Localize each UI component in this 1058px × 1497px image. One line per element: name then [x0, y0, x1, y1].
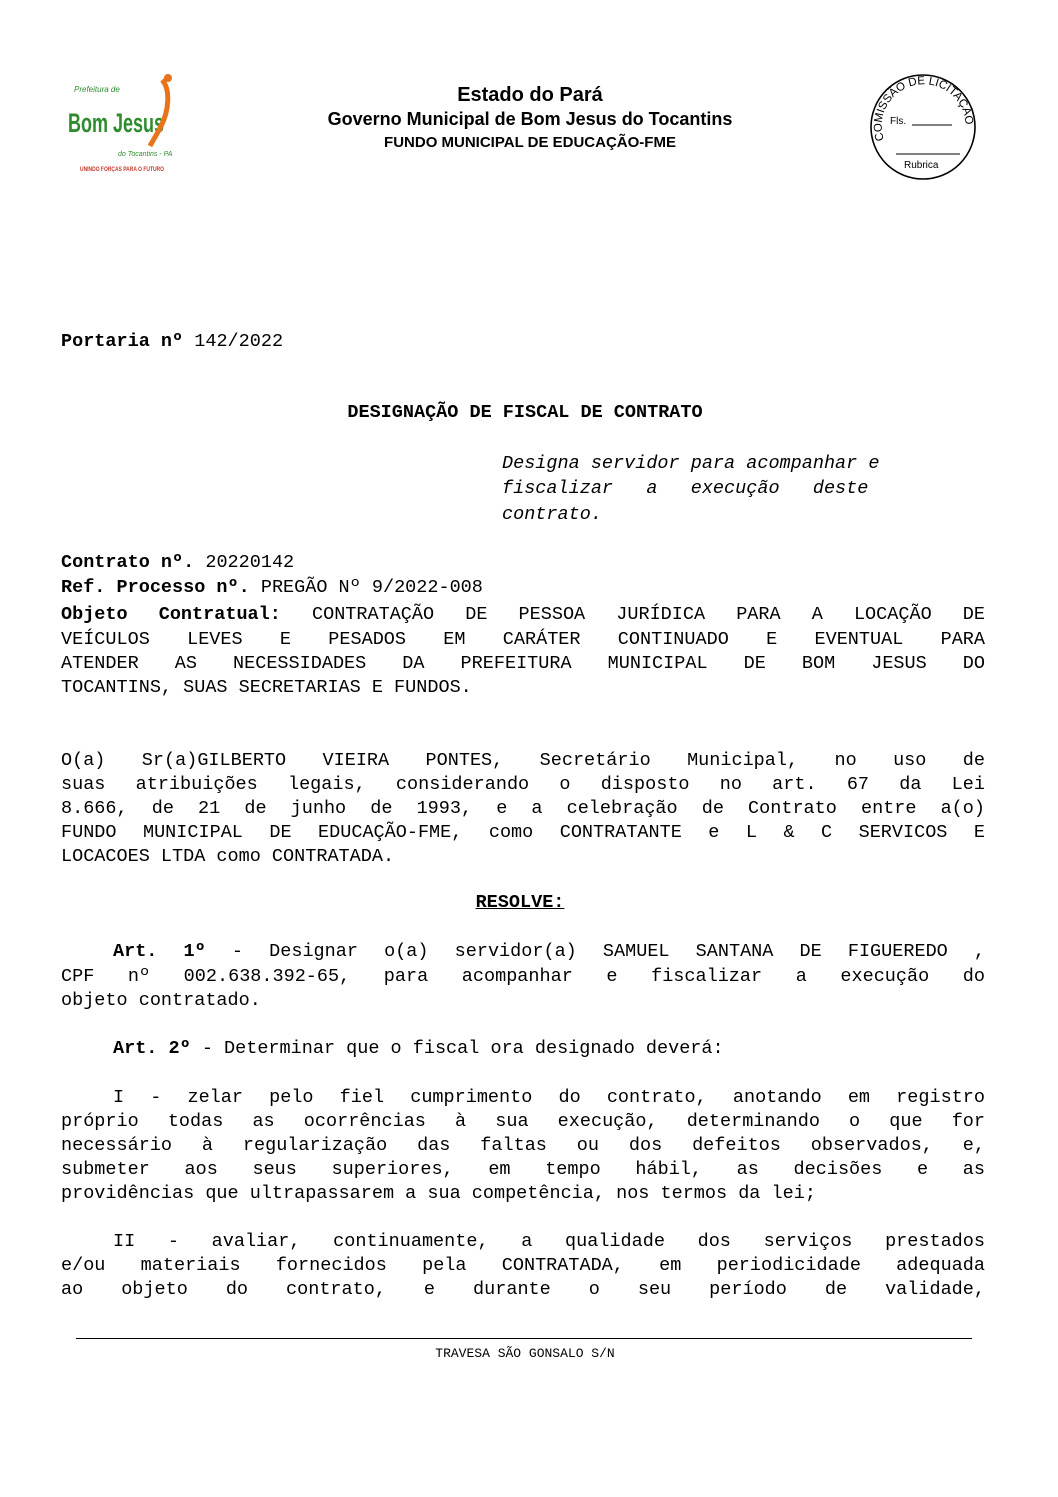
item1-line: providências que ultrapassarem a sua competência, nos termos da lei; [61, 1183, 816, 1204]
footer-divider [76, 1338, 972, 1339]
logo-slogan: UNINDO FORÇAS PARA O FUTURO [80, 167, 165, 173]
document-title: DESIGNAÇÃO DE FISCAL DE CONTRATO [347, 402, 703, 423]
svg-text:COMISSÃO DE LICITAÇÃO [873, 75, 975, 142]
header-government: Governo Municipal de Bom Jesus do Tocantins [327, 109, 733, 129]
art1-line [113, 940, 985, 964]
item2-line: ao objeto do contrato, e durante o seu período de validade, [61, 1279, 985, 1300]
preamble-line: suas atribuições legais, considerando o disposto no art. 67 da Lei [61, 774, 985, 795]
art2-text: - Determinar que o fiscal ora designado deverá: [190, 1038, 724, 1059]
contract-number-line [61, 552, 294, 573]
art2-line [113, 1038, 724, 1059]
bom-jesus-logo [66, 70, 176, 176]
preamble-line: 8.666, de 21 de junho de 1993, e a celebração de Contrato entre a(o) [61, 798, 985, 819]
logo-prefix: Prefeitura de [74, 85, 120, 94]
object-label: Objeto Contratual: [61, 604, 281, 625]
portaria-number: 142/2022 [194, 331, 284, 352]
portaria-line [61, 331, 283, 352]
item2-line: e/ou materiais fornecidos pela CONTRATADA, em periodicidade adequada [61, 1255, 985, 1276]
object-line: VEÍCULOS LEVES E PESADOS EM CARÁTER CONTINUADO E EVENTUAL PARA [61, 629, 985, 650]
logo-suffix: do Tocantins - PA [118, 151, 173, 158]
header-fund: FUNDO MUNICIPAL DE EDUCAÇÃO-FME [384, 134, 676, 151]
object-line: ATENDER AS NECESSIDADES DA PREFEITURA MUNICIPAL DE BOM JESUS DO [61, 653, 985, 674]
object-line: TOCANTINS, SUAS SECRETARIAS E FUNDOS. [61, 677, 472, 698]
seal-arc-text: COMISSÃO DE LICITAÇÃO [872, 75, 975, 143]
header-state: Estado do Pará [457, 84, 603, 106]
item2-line: II - avaliar, continuamente, a qualidade dos serviços prestados [113, 1231, 985, 1252]
process-value: PREGÃO Nº 9/2022-008 [260, 577, 483, 598]
contract-number-label: Contrato nº. [61, 552, 195, 573]
ementa-line: fiscalizar a execução deste [502, 478, 869, 499]
object-line [61, 603, 985, 627]
art1-label: Art. 1º [113, 941, 206, 962]
item1-line: necessário à regularização das faltas ou dos defeitos observados, e, [61, 1135, 985, 1156]
item1-line: I - zelar pelo fiel cumprimento do contrato, anotando em registro [113, 1087, 985, 1108]
process-line [61, 577, 483, 598]
art1-text: - Designar o(a) servidor(a) SAMUEL SANTANA DE FIGUEREDO , [205, 941, 986, 962]
preamble-line: LOCACOES LTDA como CONTRATADA. [61, 846, 395, 867]
object-text: CONTRATAÇÃO DE PESSOA JURÍDICA PARA A LOCAÇÃO DE [311, 604, 985, 625]
ementa-line: contrato. [502, 504, 602, 525]
art1-line: CPF nº 002.638.392-65, para acompanhar e fiscalizar a execução do [61, 966, 985, 987]
art2-label: Art. 2º [113, 1038, 191, 1059]
portaria-label: Portaria nº [61, 331, 184, 352]
contract-number: 20220142 [205, 552, 295, 573]
logo-name: Bom Jesus [68, 108, 164, 138]
resolve-heading: RESOLVE: [475, 892, 565, 913]
item1-line: próprio todas as ocorrências à sua execução, determinando o que for [61, 1111, 985, 1132]
footer-address: TRAVESA SÃO GONSALO S/N [435, 1346, 615, 1361]
preamble-line: O(a) Sr(a)GILBERTO VIEIRA PONTES, Secretário Municipal, no uso de [61, 750, 985, 771]
item1-line: submeter aos seus superiores, em tempo hábil, as decisões e as [61, 1159, 985, 1180]
art1-line: objeto contratado. [61, 990, 261, 1011]
licitacao-seal [868, 72, 978, 182]
ementa-line: Designa servidor para acompanhar e [502, 453, 880, 474]
seal-rubrica-label: Rubrica [904, 160, 939, 171]
seal-fls-label: Fls. [890, 116, 907, 127]
process-label: Ref. Processo nº. [61, 577, 250, 598]
preamble-line: FUNDO MUNICIPAL DE EDUCAÇÃO-FME, como CONTRATANTE e L & C SERVICOS E [61, 822, 985, 843]
